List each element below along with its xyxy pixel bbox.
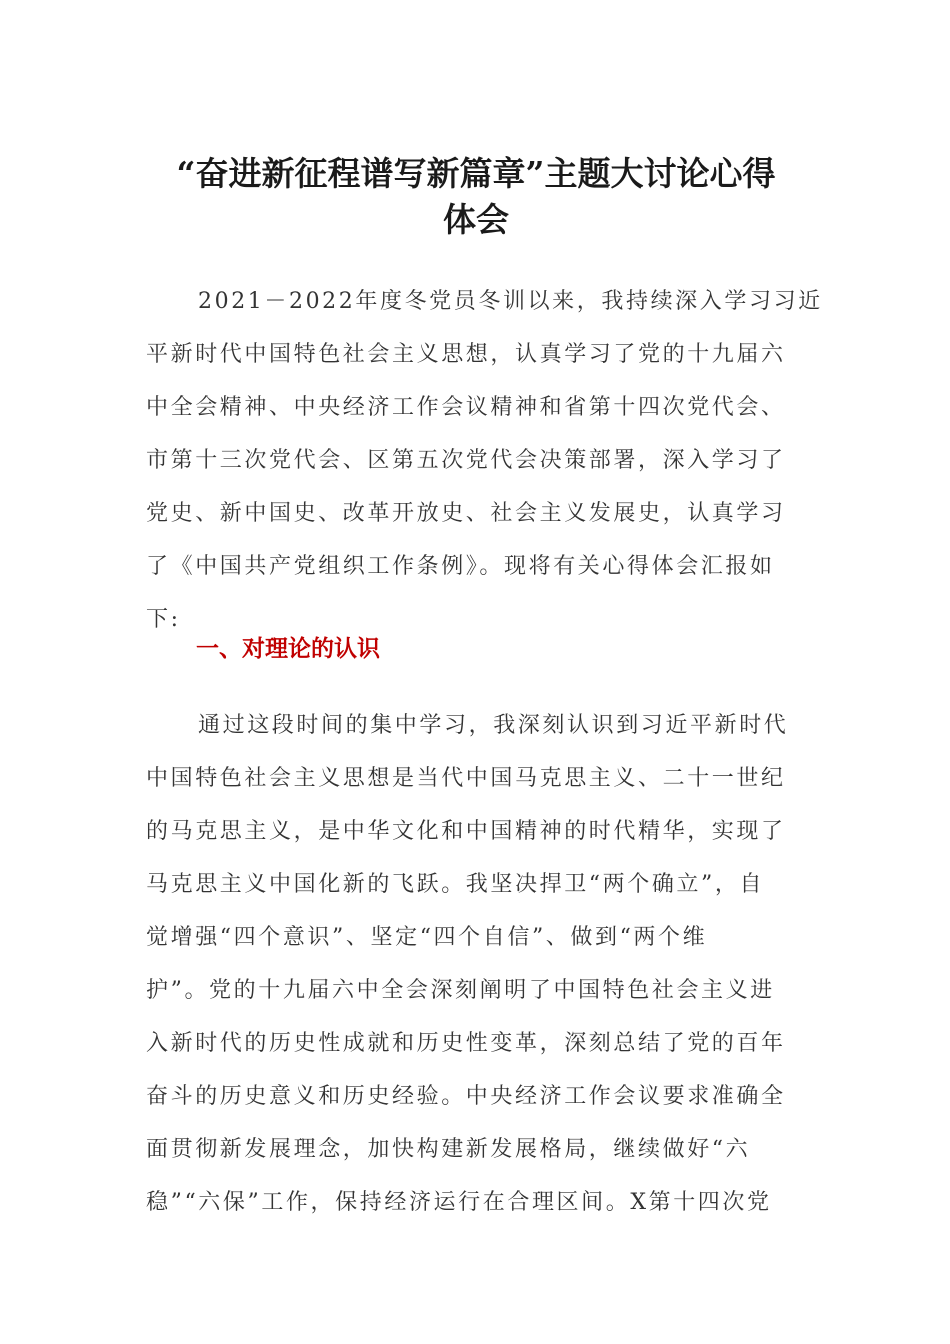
paragraph-line: 奋斗的历史意义和历史经验。中央经济工作会议要求准确全 [146,1084,786,1109]
paragraph-line: 觉增强“四个意识”、坚定“四个自信”、做到“两个维 [146,925,708,950]
paragraph-line: 平新时代中国特色社会主义思想，认真学习了党的十九届六 [146,342,786,367]
paragraph-line: 2021－2022年度冬党员冬训以来，我持续深入学习习近 [198,289,823,314]
paragraph-line: 稳”“六保”工作，保持经济运行在合理区间。X第十四次党 [146,1190,772,1215]
paragraph-line: 的马克思主义，是中华文化和中国精神的时代精华，实现了 [146,819,786,844]
paragraph-line: 护”。党的十九届六中全会深刻阐明了中国特色社会主义进 [146,978,775,1003]
paragraph-line: 中国特色社会主义思想是当代中国马克思主义、二十一世纪 [146,766,786,791]
section-heading: 一、对理论的认识 [196,636,380,662]
paragraph-line: 市第十三次党代会、区第五次党代会决策部署，深入学习了 [146,448,786,473]
document-title-line-1: “奋进新征程谱写新篇章”主题大讨论心得 [176,154,776,193]
paragraph-line: 下: [146,607,181,632]
paragraph-line: 通过这段时间的集中学习，我深刻认识到习近平新时代 [198,713,789,738]
paragraph-line: 了《中国共产党组织工作条例》。现将有关心得体会汇报如 [146,554,775,579]
document-title-line-2: 体会 [443,200,509,239]
paragraph-line: 马克思主义中国化新的飞跃。我坚决捍卫“两个确立”，自 [146,872,765,897]
paragraph-line: 面贯彻新发展理念，加快构建新发展格局，继续做好“六 [146,1137,751,1162]
paragraph-line: 党史、新中国史、改革开放史、社会主义发展史，认真学习 [146,501,786,526]
paragraph-line: 入新时代的历史性成就和历史性变革，深刻总结了党的百年 [146,1031,786,1056]
paragraph-line: 中全会精神、中央经济工作会议精神和省第十四次党代会、 [146,395,786,420]
